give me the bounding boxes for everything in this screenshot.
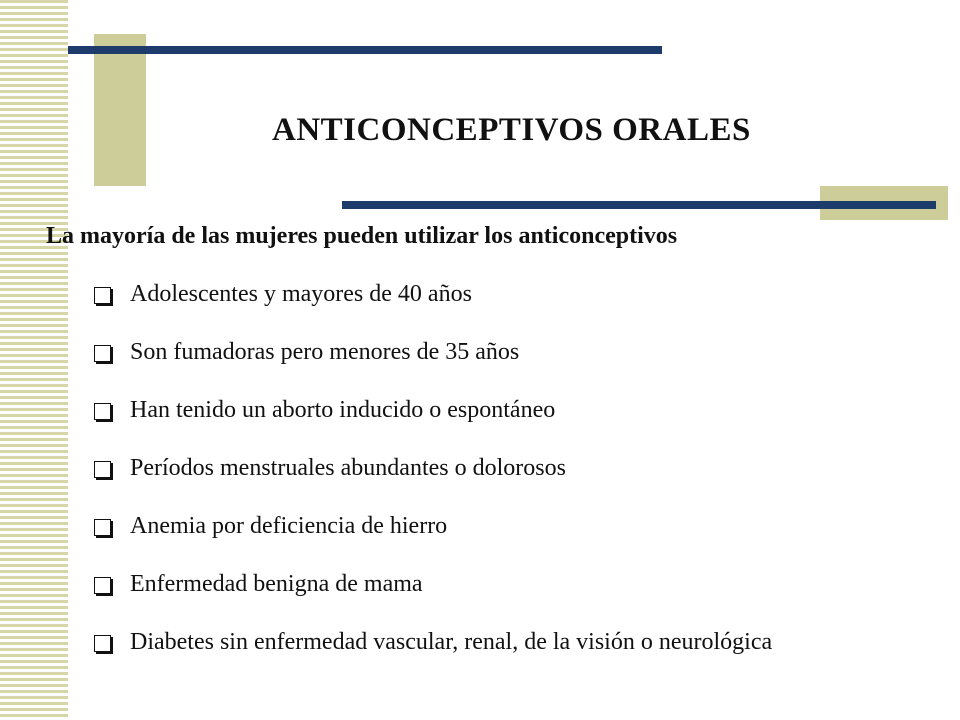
decorative-stripes [0,0,68,720]
slide-title: ANTICONCEPTIVOS ORALES [272,112,751,148]
bullet-text: Períodos menstruales abundantes o dolorosos [130,455,566,481]
decorative-navy-line-bottom [342,201,936,209]
bullet-list [94,278,934,658]
bullet-text: Anemia por deficiencia de hierro [130,513,448,539]
checkbox-square-icon [94,403,111,420]
checkbox-square-icon [94,577,111,594]
bullet-item [94,510,934,568]
slide-intro: La mayoría de las mujeres pueden utilizar los anticonceptivos [46,223,678,249]
decorative-olive-block-left [94,34,146,186]
checkbox-square-icon [94,519,111,536]
bullet-item [94,278,934,336]
checkbox-square-icon [94,345,111,362]
bullet-text: Adolescentes y mayores de 40 años [130,281,472,307]
bullet-text: Han tenido un aborto inducido o espontáneo [130,397,556,423]
bullet-item [94,452,934,510]
bullet-text: Diabetes sin enfermedad vascular, renal, de la visión o neurológica [130,629,773,655]
checkbox-square-icon [94,635,111,652]
bullet-item [94,336,934,394]
bullet-text: Enfermedad benigna de mama [130,571,423,597]
decorative-navy-line-top [68,46,662,54]
bullet-text: Son fumadoras pero menores de 35 años [130,339,520,365]
checkbox-square-icon [94,287,111,304]
checkbox-square-icon [94,461,111,478]
bullet-item [94,626,870,658]
bullet-item [94,568,934,626]
bullet-item [94,394,934,452]
